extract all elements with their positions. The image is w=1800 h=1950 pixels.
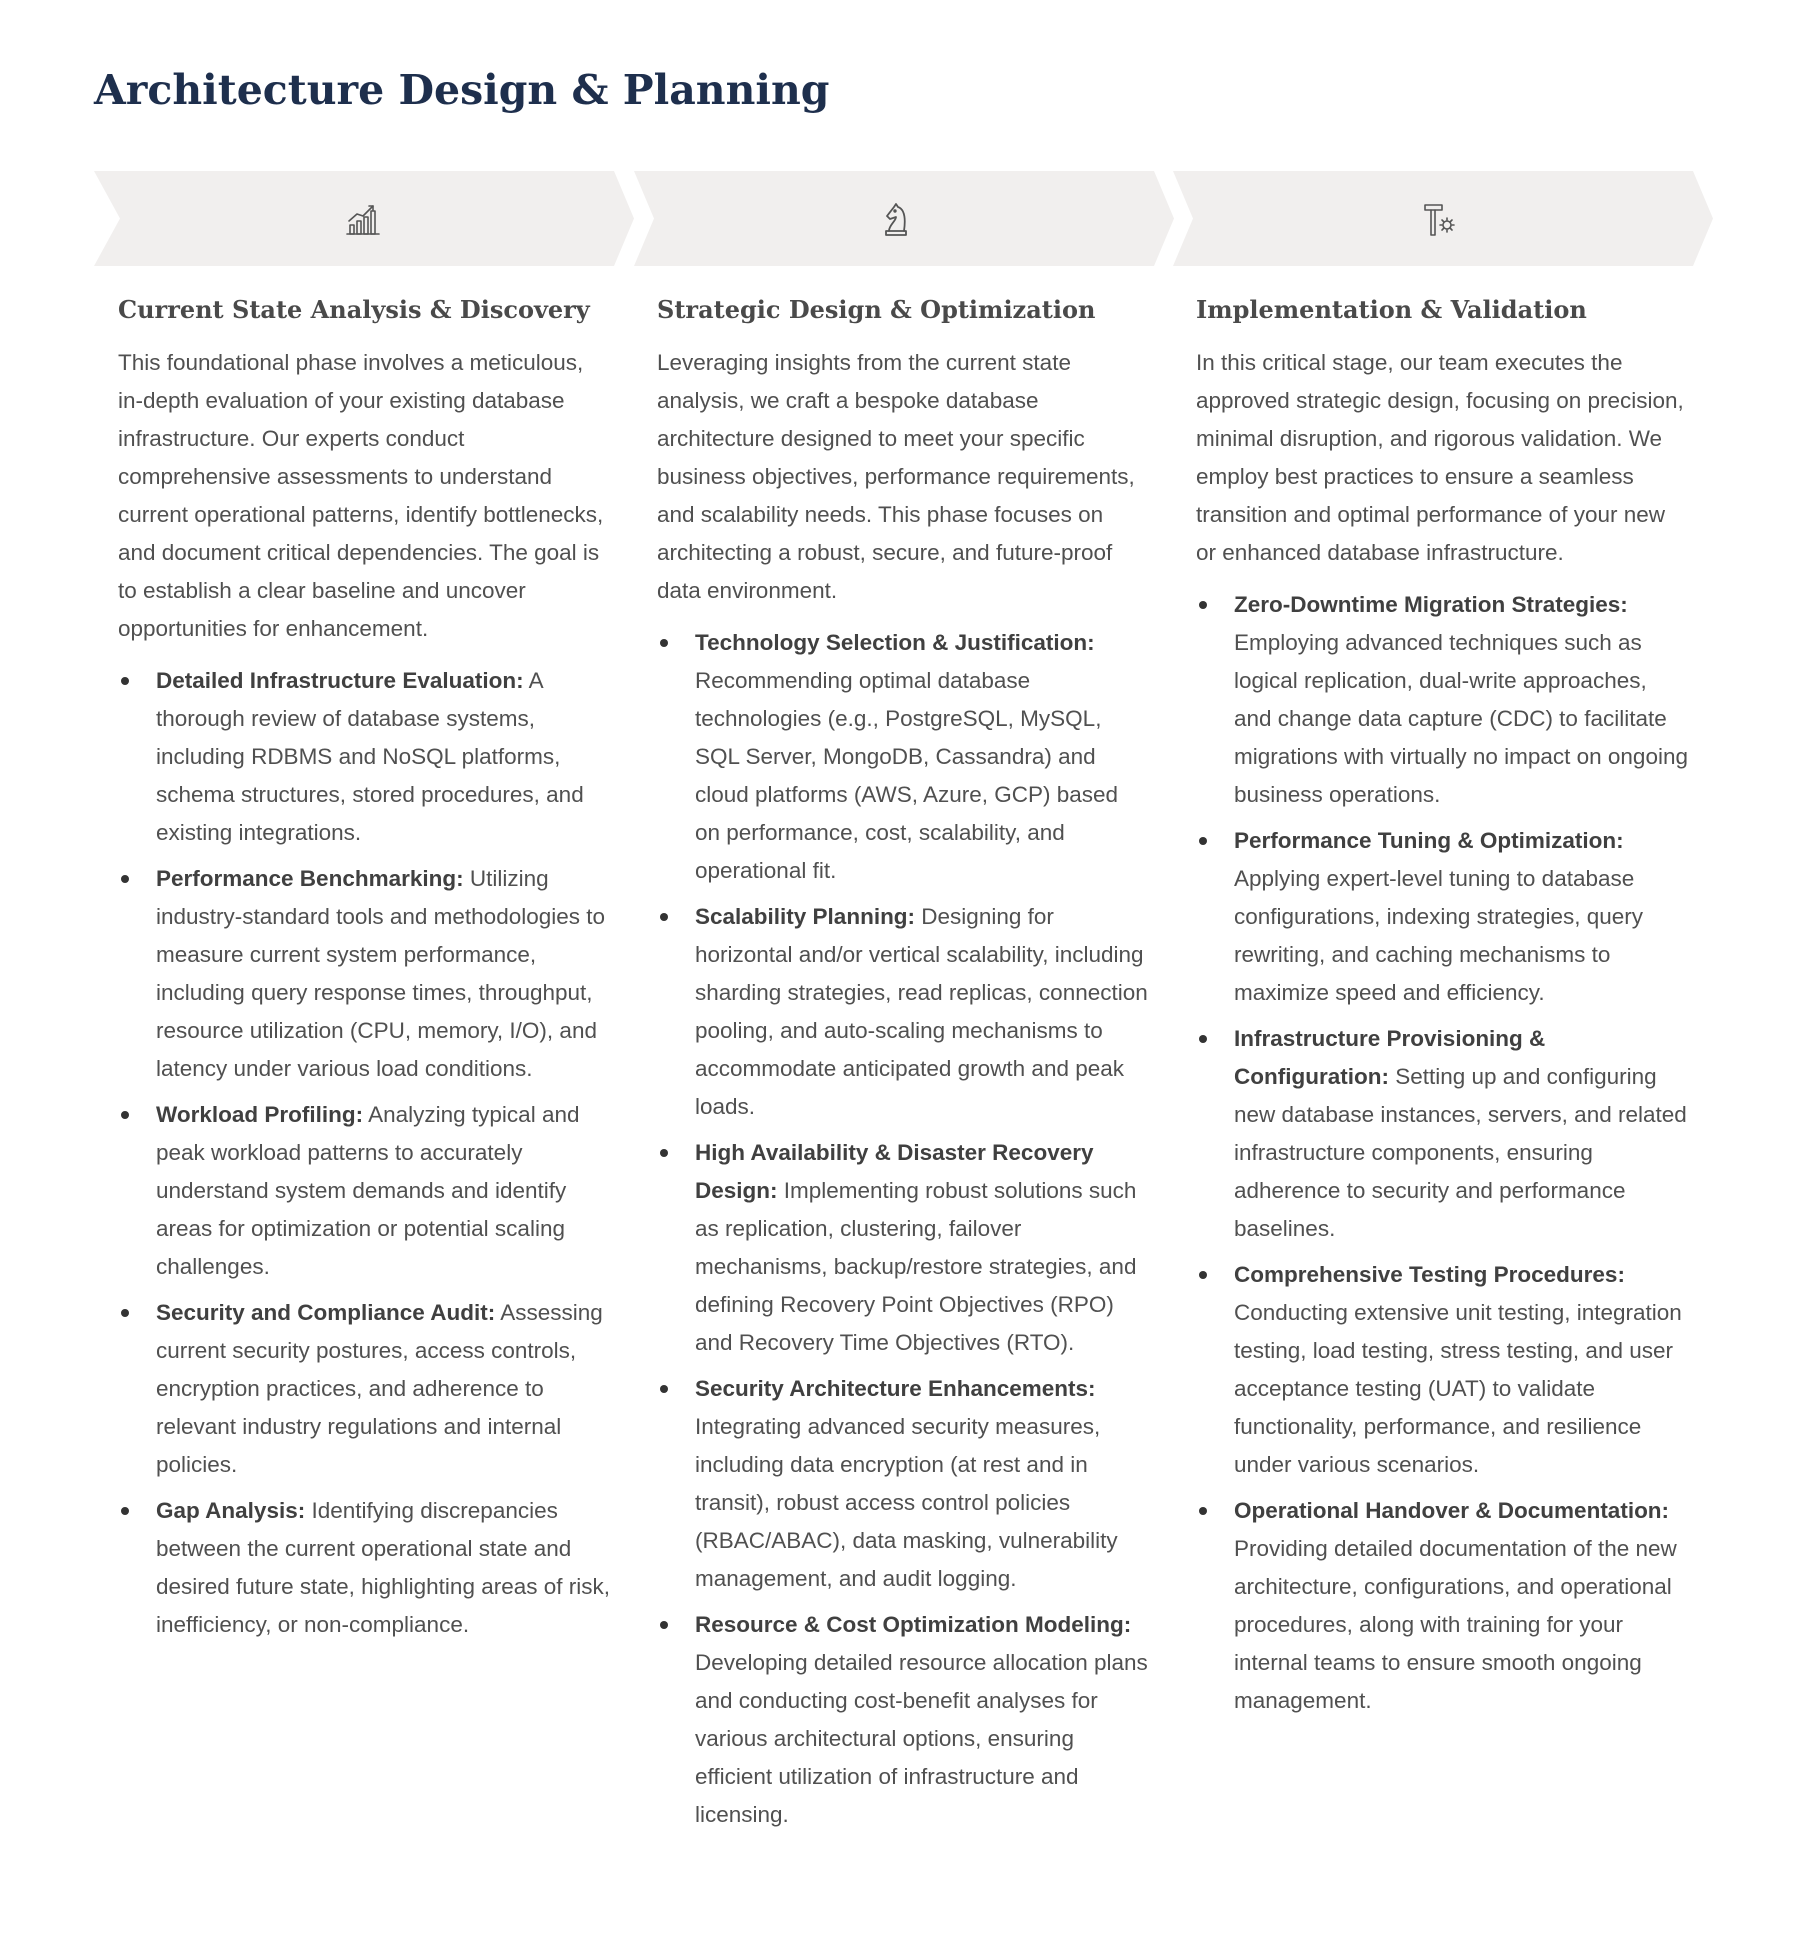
- bullet-text: Utilizing industry-standard tools and methodologies to measure current system performance, including query response times, throughput, resource utilization (CPU, memory, I/O), and latency under various load conditions.: [156, 866, 606, 1081]
- bullet-text: Employing advanced techniques such as logical replication, dual-write approaches, and change data capture (CDC) to facilitate migrations with virtually no impact on ongoing business operations.: [1234, 630, 1688, 807]
- bullet-term: Operational Handover & Documentation:: [1234, 1498, 1670, 1523]
- list-item: [1196, 1492, 1688, 1720]
- column-heading: Strategic Design & Optimization: [657, 295, 1096, 324]
- phase-chevron-3: [1173, 171, 1713, 266]
- list-item: [657, 898, 1149, 1126]
- list-item: [118, 662, 610, 852]
- bullet-text: Providing detailed documentation of the new architecture, configurations, and operational procedures, along with training for your internal teams to ensure smooth ongoing management.: [1234, 1536, 1677, 1713]
- bullet-term: Performance Benchmarking:: [156, 866, 464, 891]
- phase-column-discovery: [118, 290, 610, 1652]
- bullet-list: [118, 662, 610, 1644]
- list-item: [657, 1134, 1149, 1362]
- bullet-term: High Availability & Disaster Recovery Design:: [695, 1140, 1094, 1203]
- bullet-term: Technology Selection & Justification:: [695, 630, 1095, 655]
- chess-knight-icon: [876, 199, 916, 239]
- bullet-term: Infrastructure Provisioning & Configuration:: [1234, 1026, 1546, 1089]
- bullet-text: Assessing current security postures, access controls, encryption practices, and adherence to relevant industry regulations and internal policies.: [156, 1300, 603, 1477]
- list-item: [1196, 822, 1688, 1012]
- list-item: [118, 1294, 610, 1484]
- bullet-list: [657, 624, 1149, 1834]
- column-heading: Current State Analysis & Discovery: [118, 295, 590, 324]
- list-item: [1196, 1020, 1688, 1248]
- bullet-term: Detailed Infrastructure Evaluation:: [156, 668, 524, 693]
- phase-column-implementation: [1196, 290, 1688, 1728]
- column-intro: Leveraging insights from the current state analysis, we craft a bespoke database architecture designed to meet your specific business objectives, performance requirements, and scalability needs. This phase focuses on architecting a robust, secure, and future-proof data environment.: [657, 350, 1135, 603]
- bullet-text: Developing detailed resource allocation plans and conducting cost-benefit analyses for various architectural options, ensuring efficient utilization of infrastructure and licensing.: [695, 1650, 1148, 1827]
- bullet-text: A thorough review of database systems, including RDBMS and NoSQL platforms, schema structures, stored procedures, and existing integrations.: [156, 668, 584, 845]
- phase-chevron-1: [94, 171, 634, 266]
- bullet-term: Performance Tuning & Optimization:: [1234, 828, 1624, 853]
- column-intro: In this critical stage, our team executes the approved strategic design, focusing on precision, minimal disruption, and rigorous validation. We employ best practices to ensure a seamless transition and optimal performance of your new or enhanced database infrastructure.: [1196, 350, 1684, 565]
- column-intro: This foundational phase involves a meticulous, in-depth evaluation of your existing database infrastructure. Our experts conduct comprehensive assessments to understand current operational patterns, identify bottlenecks, and document critical dependencies. The goal is to establish a clear baseline and uncover opportunities for enhancement.: [118, 350, 604, 641]
- list-item: [118, 860, 610, 1088]
- chart-growth-icon: [343, 199, 383, 239]
- bullet-term: Scalability Planning:: [695, 904, 916, 929]
- bullet-text: Analyzing typical and peak workload patterns to accurately understand system demands and identify areas for optimization or potential scaling challenges.: [156, 1102, 580, 1279]
- list-item: [118, 1492, 610, 1644]
- bullet-term: Workload Profiling:: [156, 1102, 364, 1127]
- bullet-term: Gap Analysis:: [156, 1498, 306, 1523]
- bullet-text: Applying expert-level tuning to database configurations, indexing strategies, query rewriting, and caching mechanisms to maximize speed and efficiency.: [1234, 866, 1643, 1005]
- bullet-text: Designing for horizontal and/or vertical scalability, including sharding strategies, read replicas, connection pooling, and auto-scaling mechanisms to accommodate anticipated growth and peak loads.: [695, 904, 1148, 1119]
- list-item: [1196, 586, 1688, 814]
- bullet-term: Security Architecture Enhancements:: [695, 1376, 1096, 1401]
- column-heading: Implementation & Validation: [1196, 295, 1587, 324]
- bullet-term: Comprehensive Testing Procedures:: [1234, 1262, 1625, 1287]
- bullet-text: Integrating advanced security measures, including data encryption (at rest and in transit), robust access control policies (RBAC/ABAC), data masking, vulnerability management, and audit logging.: [695, 1414, 1118, 1591]
- bullet-term: Security and Compliance Audit:: [156, 1300, 496, 1325]
- bullet-term: Zero-Downtime Migration Strategies:: [1234, 592, 1628, 617]
- hammer-gear-icon: [1420, 199, 1460, 239]
- list-item: [657, 624, 1149, 890]
- bullet-text: Recommending optimal database technologies (e.g., PostgreSQL, MySQL, SQL Server, MongoDB, Cassandra) and cloud platforms (AWS, Azure, GCP) based on performance, cost, scalability, and operational fit.: [695, 668, 1119, 883]
- list-item: [1196, 1256, 1688, 1484]
- bullet-text: Conducting extensive unit testing, integration testing, load testing, stress testing, and user acceptance testing (UAT) to validate functionality, performance, and resilience under various scenarios.: [1234, 1300, 1682, 1477]
- list-item: [657, 1370, 1149, 1598]
- list-item: [118, 1096, 610, 1286]
- bullet-text: Identifying discrepancies between the current operational state and desired future state, highlighting areas of risk, inefficiency, or non-compliance.: [156, 1498, 610, 1637]
- phase-column-design: [657, 290, 1149, 1842]
- list-item: [657, 1606, 1149, 1834]
- bullet-text: Setting up and configuring new database instances, servers, and related infrastructure components, ensuring adherence to security and performance baselines.: [1234, 1064, 1687, 1241]
- bullet-list: [1196, 586, 1688, 1720]
- phase-chevron-2: [634, 171, 1174, 266]
- page-title: Architecture Design & Planning: [94, 66, 830, 114]
- bullet-text: Implementing robust solutions such as replication, clustering, failover mechanisms, backup/restore strategies, and defining Recovery Point Objectives (RPO) and Recovery Time Objectives (RTO).: [695, 1178, 1137, 1355]
- bullet-term: Resource & Cost Optimization Modeling:: [695, 1612, 1132, 1637]
